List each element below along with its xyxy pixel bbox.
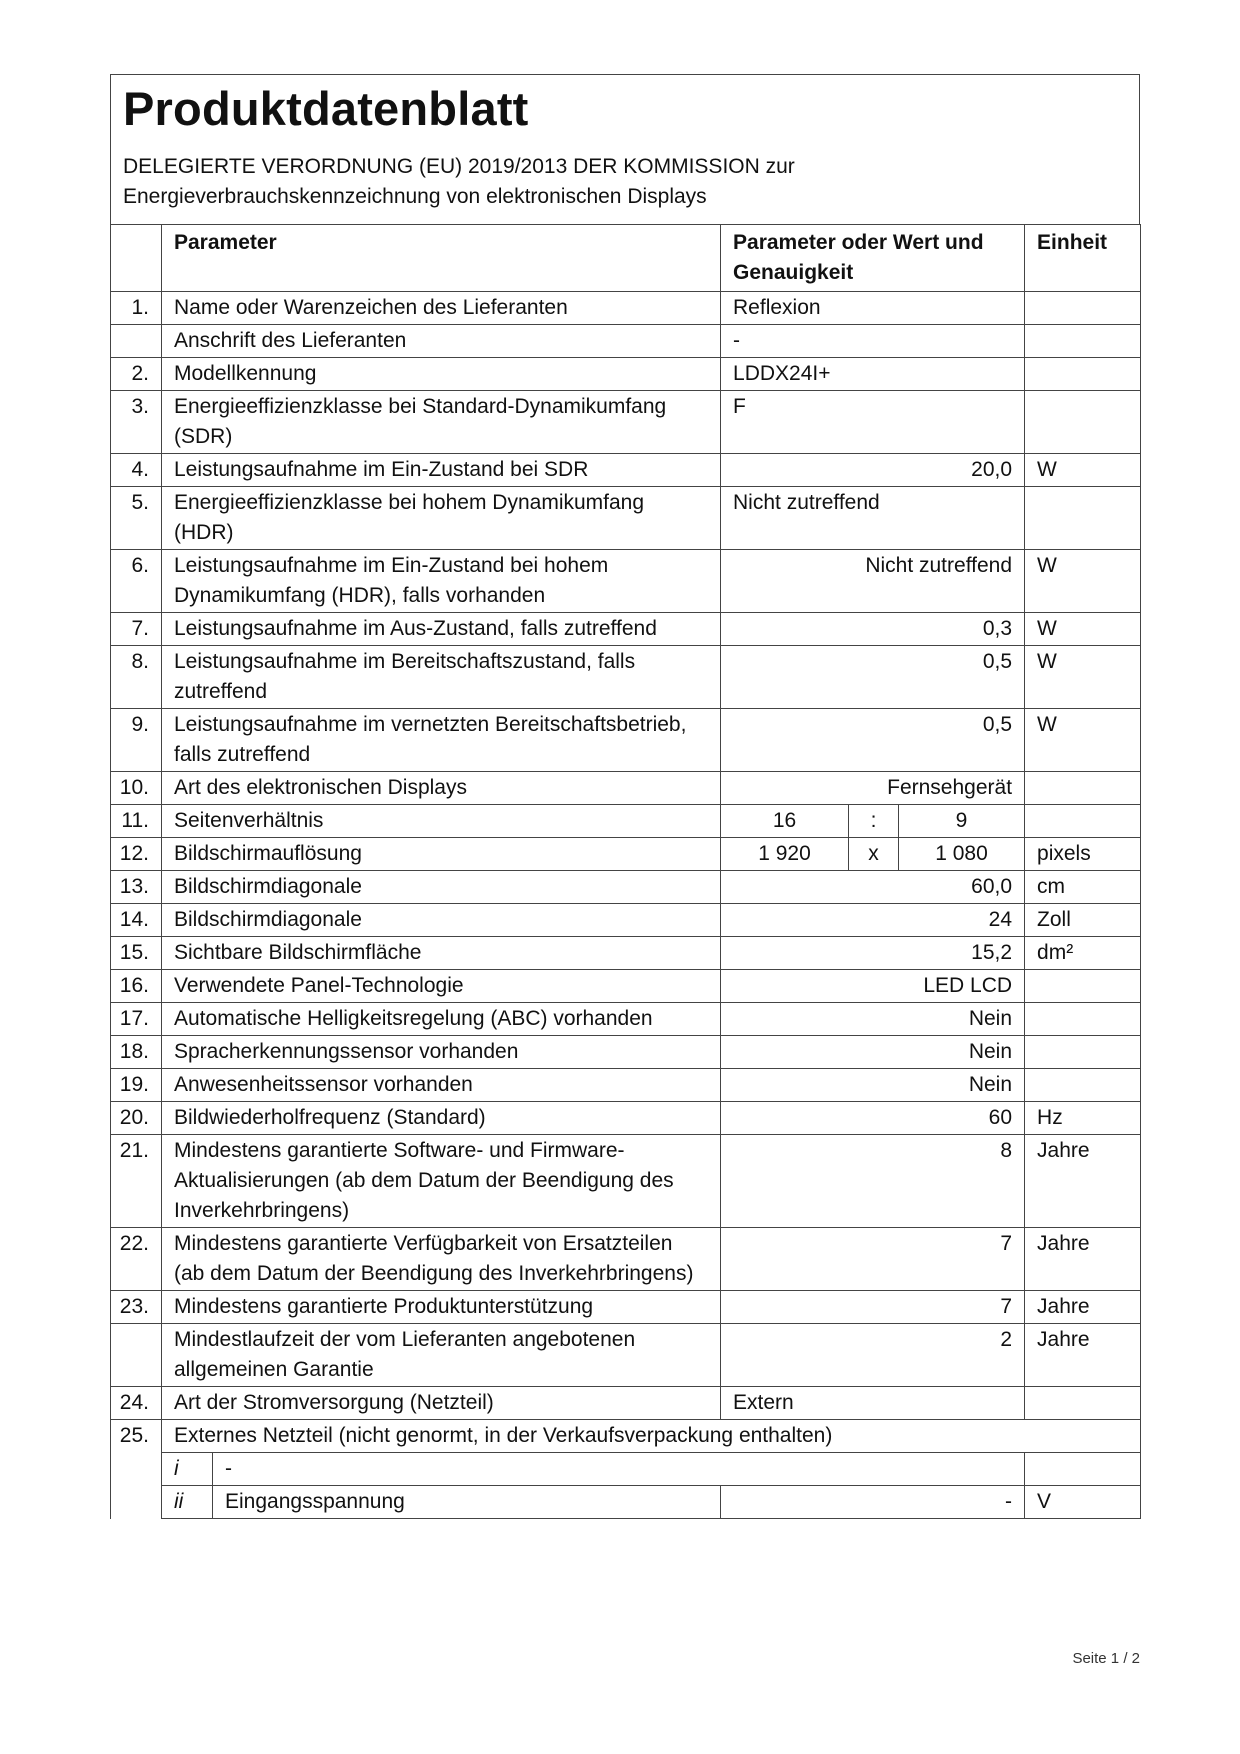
row-value: Nicht zutreffend <box>721 550 1025 613</box>
row-value: Extern <box>721 1387 1025 1420</box>
row-value: 24 <box>721 904 1025 937</box>
row-unit: Jahre <box>1025 1228 1141 1291</box>
row-unit: W <box>1025 550 1141 613</box>
row-parameter: Leistungsaufnahme im Ein-Zustand bei hohem Dynamikumfang (HDR), falls vorhanden <box>162 550 721 613</box>
table-header-row <box>111 225 1141 292</box>
row-unit: Jahre <box>1025 1291 1141 1324</box>
subrow-value: - <box>721 1486 1025 1519</box>
row-number: 6. <box>111 550 162 613</box>
row-number: 10. <box>111 772 162 805</box>
row-unit <box>1025 805 1141 838</box>
row-unit <box>1025 1069 1141 1102</box>
row-unit <box>1025 487 1141 550</box>
table-row <box>111 1291 1141 1324</box>
row-number: 7. <box>111 613 162 646</box>
row-parameter: Art der Stromversorgung (Netzteil) <box>162 1387 721 1420</box>
row-parameter: Bildschirmdiagonale <box>162 904 721 937</box>
row-value: 8 <box>721 1135 1025 1228</box>
row-value: Nein <box>721 1003 1025 1036</box>
row-parameter: Mindestens garantierte Verfügbarkeit von Ersatzteilen (ab dem Datum der Beendigung des Inverkehrbringens) <box>162 1228 721 1291</box>
row-value: LDDX24I+ <box>721 358 1025 391</box>
row-parameter: Energieeffizienzklasse bei Standard-Dynamikumfang (SDR) <box>162 391 721 454</box>
table-row <box>111 871 1141 904</box>
row-parameter: Name oder Warenzeichen des Lieferanten <box>162 292 721 325</box>
row-number: 4. <box>111 454 162 487</box>
row-value: 60,0 <box>721 871 1025 904</box>
row-parameter: Art des elektronischen Displays <box>162 772 721 805</box>
row-parameter: Verwendete Panel-Technologie <box>162 970 721 1003</box>
row-value: Nein <box>721 1069 1025 1102</box>
row-parameter: Leistungsaufnahme im Ein-Zustand bei SDR <box>162 454 721 487</box>
row-number: 24. <box>111 1387 162 1420</box>
table-row <box>111 391 1141 454</box>
row-parameter: Bildschirmauflösung <box>162 838 721 871</box>
row-value: Nicht zutreffend <box>721 487 1025 550</box>
row-parameter: Mindestens garantierte Software- und Firmware-Aktualisierungen (ab dem Datum der Beendigung des Inverkehrbringens) <box>162 1135 721 1228</box>
row-number <box>111 1324 162 1387</box>
row-number: 14. <box>111 904 162 937</box>
table-subrow <box>111 1453 1141 1486</box>
product-data-sheet <box>110 74 1140 1519</box>
parameter-table <box>110 224 1141 1519</box>
row-number: 1. <box>111 292 162 325</box>
table-row <box>111 1324 1141 1387</box>
table-row <box>111 646 1141 709</box>
subrow-unit <box>1025 1453 1141 1486</box>
aspect-height-value: 9 <box>899 805 1025 838</box>
table-row <box>111 1387 1141 1420</box>
header-value: Parameter oder Wert und Genauigkeit <box>721 225 1025 292</box>
resolution-width-value: 1 920 <box>721 838 849 871</box>
table-row <box>111 292 1141 325</box>
row-parameter: Leistungsaufnahme im Aus-Zustand, falls zutreffend <box>162 613 721 646</box>
table-row <box>111 1228 1141 1291</box>
row-unit: dm² <box>1025 937 1141 970</box>
page-title: Produktdatenblatt <box>123 82 529 135</box>
row-number: 9. <box>111 709 162 772</box>
row-parameter: Bildschirmdiagonale <box>162 871 721 904</box>
row-value: 0,5 <box>721 709 1025 772</box>
regulation-subtitle <box>123 152 1127 212</box>
row-number: 19. <box>111 1069 162 1102</box>
row-value: Reflexion <box>721 292 1025 325</box>
row-value: Nein <box>721 1036 1025 1069</box>
row-value: 0,3 <box>721 613 1025 646</box>
row-parameter: Mindestens garantierte Produktunterstützung <box>162 1291 721 1324</box>
row-value: 7 <box>721 1228 1025 1291</box>
row-parameter: Anwesenheitssensor vorhanden <box>162 1069 721 1102</box>
table-row <box>111 487 1141 550</box>
row-number: 23. <box>111 1291 162 1324</box>
row-value: 15,2 <box>721 937 1025 970</box>
row-unit: W <box>1025 709 1141 772</box>
row-parameter: Mindestlaufzeit der vom Lieferanten angebotenen allgemeinen Garantie <box>162 1324 721 1387</box>
table-row <box>111 1069 1141 1102</box>
header-num-cell <box>111 225 162 292</box>
row-number: 11. <box>111 805 162 838</box>
row-number: 25. <box>111 1420 162 1519</box>
row-unit <box>1025 325 1141 358</box>
row-unit: Hz <box>1025 1102 1141 1135</box>
row-unit <box>1025 391 1141 454</box>
row-value: Fernsehgerät <box>721 772 1025 805</box>
table-row <box>111 1102 1141 1135</box>
row-number: 15. <box>111 937 162 970</box>
row-unit <box>1025 970 1141 1003</box>
table-row <box>111 325 1141 358</box>
row-unit <box>1025 292 1141 325</box>
row-unit <box>1025 1387 1141 1420</box>
row-value: 20,0 <box>721 454 1025 487</box>
table-row <box>111 709 1141 772</box>
row-value: 2 <box>721 1324 1025 1387</box>
subrow-unit: V <box>1025 1486 1141 1519</box>
row-number: 18. <box>111 1036 162 1069</box>
subrow-index: ii <box>162 1486 213 1519</box>
row-unit: W <box>1025 454 1141 487</box>
table-row <box>111 1003 1141 1036</box>
table-subrow <box>111 1486 1141 1519</box>
row-value: F <box>721 391 1025 454</box>
row-number: 16. <box>111 970 162 1003</box>
row-value: - <box>721 325 1025 358</box>
row-unit: W <box>1025 613 1141 646</box>
row-number <box>111 325 162 358</box>
subrow-parameter: Eingangsspannung <box>213 1486 721 1519</box>
row-parameter: Anschrift des Lieferanten <box>162 325 721 358</box>
row-unit <box>1025 1036 1141 1069</box>
row-value: 60 <box>721 1102 1025 1135</box>
row-number: 12. <box>111 838 162 871</box>
table-row <box>111 550 1141 613</box>
row-number: 8. <box>111 646 162 709</box>
row-parameter: Externes Netzteil (nicht genormt, in der Verkaufsverpackung enthalten) <box>162 1420 1141 1453</box>
row-parameter: Energieeffizienzklasse bei hohem Dynamikumfang (HDR) <box>162 487 721 550</box>
subrow-index: i <box>162 1453 213 1486</box>
row-value: LED LCD <box>721 970 1025 1003</box>
row-parameter: Sichtbare Bildschirmfläche <box>162 937 721 970</box>
row-unit: Jahre <box>1025 1135 1141 1228</box>
row-unit: Zoll <box>1025 904 1141 937</box>
row-unit <box>1025 358 1141 391</box>
sheet-header <box>110 74 1140 224</box>
row-unit: Jahre <box>1025 1324 1141 1387</box>
row-value: 7 <box>721 1291 1025 1324</box>
row-number: 21. <box>111 1135 162 1228</box>
table-row <box>111 937 1141 970</box>
table-row <box>111 838 1141 871</box>
row-unit: cm <box>1025 871 1141 904</box>
row-unit <box>1025 772 1141 805</box>
page-number: Seite 1 / 2 <box>1072 1650 1140 1667</box>
resolution-separator: x <box>849 838 899 871</box>
table-row <box>111 805 1141 838</box>
table-row <box>111 1135 1141 1228</box>
row-number: 3. <box>111 391 162 454</box>
row-number: 5. <box>111 487 162 550</box>
row-number: 22. <box>111 1228 162 1291</box>
row-number: 20. <box>111 1102 162 1135</box>
row-unit <box>1025 1003 1141 1036</box>
row-unit: pixels <box>1025 838 1141 871</box>
row-number: 13. <box>111 871 162 904</box>
subtitle-line-2: Energieverbrauchskennzeichnung von elektronischen Displays <box>123 185 707 208</box>
table-row <box>111 1036 1141 1069</box>
table-row <box>111 772 1141 805</box>
table-row <box>111 1420 1141 1453</box>
row-number: 2. <box>111 358 162 391</box>
row-number: 17. <box>111 1003 162 1036</box>
header-parameter: Parameter <box>162 225 721 292</box>
table-row <box>111 358 1141 391</box>
table-row <box>111 454 1141 487</box>
row-parameter: Seitenverhältnis <box>162 805 721 838</box>
aspect-separator: : <box>849 805 899 838</box>
table-row <box>111 904 1141 937</box>
row-parameter: Bildwiederholfrequenz (Standard) <box>162 1102 721 1135</box>
row-parameter: Spracherkennungssensor vorhanden <box>162 1036 721 1069</box>
row-parameter: Modellkennung <box>162 358 721 391</box>
row-value: 0,5 <box>721 646 1025 709</box>
row-parameter: Automatische Helligkeitsregelung (ABC) vorhanden <box>162 1003 721 1036</box>
subrow-text: - <box>213 1453 1025 1486</box>
resolution-height-value: 1 080 <box>899 838 1025 871</box>
row-parameter: Leistungsaufnahme im Bereitschaftszustand, falls zutreffend <box>162 646 721 709</box>
header-unit: Einheit <box>1025 225 1141 292</box>
table-row <box>111 613 1141 646</box>
row-parameter: Leistungsaufnahme im vernetzten Bereitschaftsbetrieb, falls zutreffend <box>162 709 721 772</box>
row-unit: W <box>1025 646 1141 709</box>
aspect-width-value: 16 <box>721 805 849 838</box>
subtitle-line-1: DELEGIERTE VERORDNUNG (EU) 2019/2013 DER KOMMISSION zur <box>123 155 795 178</box>
table-row <box>111 970 1141 1003</box>
